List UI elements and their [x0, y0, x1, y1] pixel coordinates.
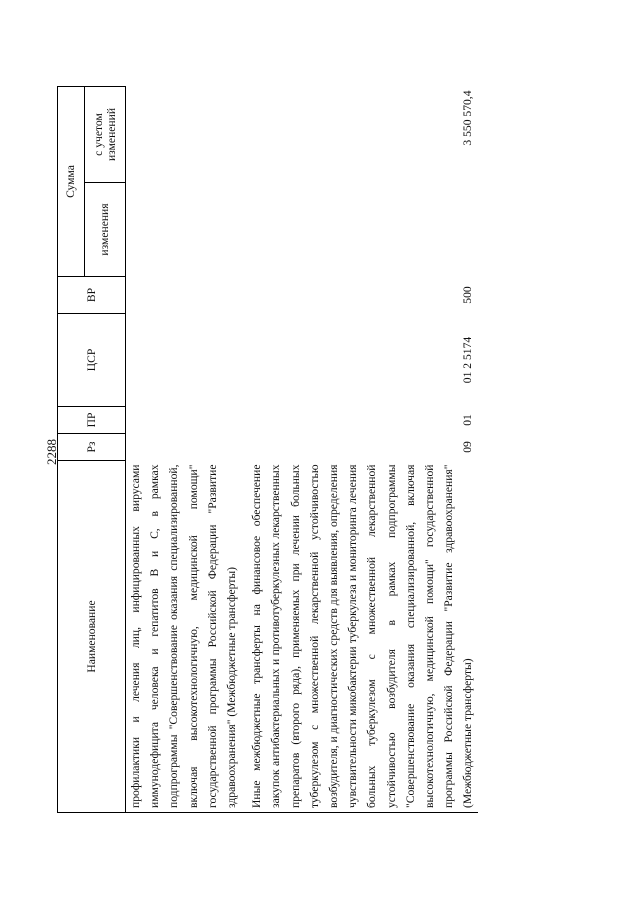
row-name: профилактики и лечения лиц, инфицированных вирусами иммунодефицита человека и гепатитов В и С, в рамках подпрограммы "Совершенствование оказания специализированной, включая высокотехнологичную, медицинской помощи" государственной программы Российской Федерации "Развитие здравоохранения" (Межбюджетные трансферты)	[126, 461, 242, 813]
header-csr: ЦСР	[58, 314, 126, 407]
table-row	[126, 86, 242, 812]
row-change	[247, 183, 477, 277]
header-total: с учетом изменений	[85, 86, 126, 182]
header-sum: Сумма	[58, 86, 85, 276]
row-pr	[126, 407, 242, 434]
row-change	[126, 183, 242, 277]
row-csr	[126, 314, 242, 407]
row-total	[126, 86, 242, 182]
header-pr: ПР	[58, 407, 126, 434]
row-total: 3 550 570,4	[461, 90, 475, 146]
row-csr: 01 2 5174	[461, 336, 475, 384]
header-vr: ВР	[58, 277, 126, 314]
header-change: изменения	[85, 183, 126, 277]
header-name: Наименование	[58, 461, 126, 813]
row-vr	[126, 277, 242, 314]
row-rz: 09	[461, 441, 475, 453]
row-vr: 500	[461, 286, 475, 304]
row-rz	[126, 434, 242, 461]
table-row	[247, 86, 477, 812]
budget-table	[57, 86, 478, 813]
budget-table-wrapper	[57, 87, 478, 813]
page-number: 2288	[44, 439, 59, 465]
row-name: Иные межбюджетные трансферты на финансовое обеспечение закупок антибактериальных и противотуберкулезных лекарственных препаратов (второго ряда), применяемых при лечении больных туберкулезом с множественной лекарственной устойчивостью возбудителя, и диагностических средств для выявления, определения чувствительности микобактерии туберкулеза и мониторинга лечения больных туберкулезом с множественной лекарственной устойчивостью возбудителя в рамках подпрограммы "Совершенствование оказания специализированной, включая высокотехнологичную, медицинской помощи" государственной программы Российской Федерации "Развитие здравоохранения" (Межбюджетные трансферты)	[247, 461, 477, 813]
row-pr: 01	[461, 414, 475, 426]
header-rz: Рз	[58, 434, 126, 461]
